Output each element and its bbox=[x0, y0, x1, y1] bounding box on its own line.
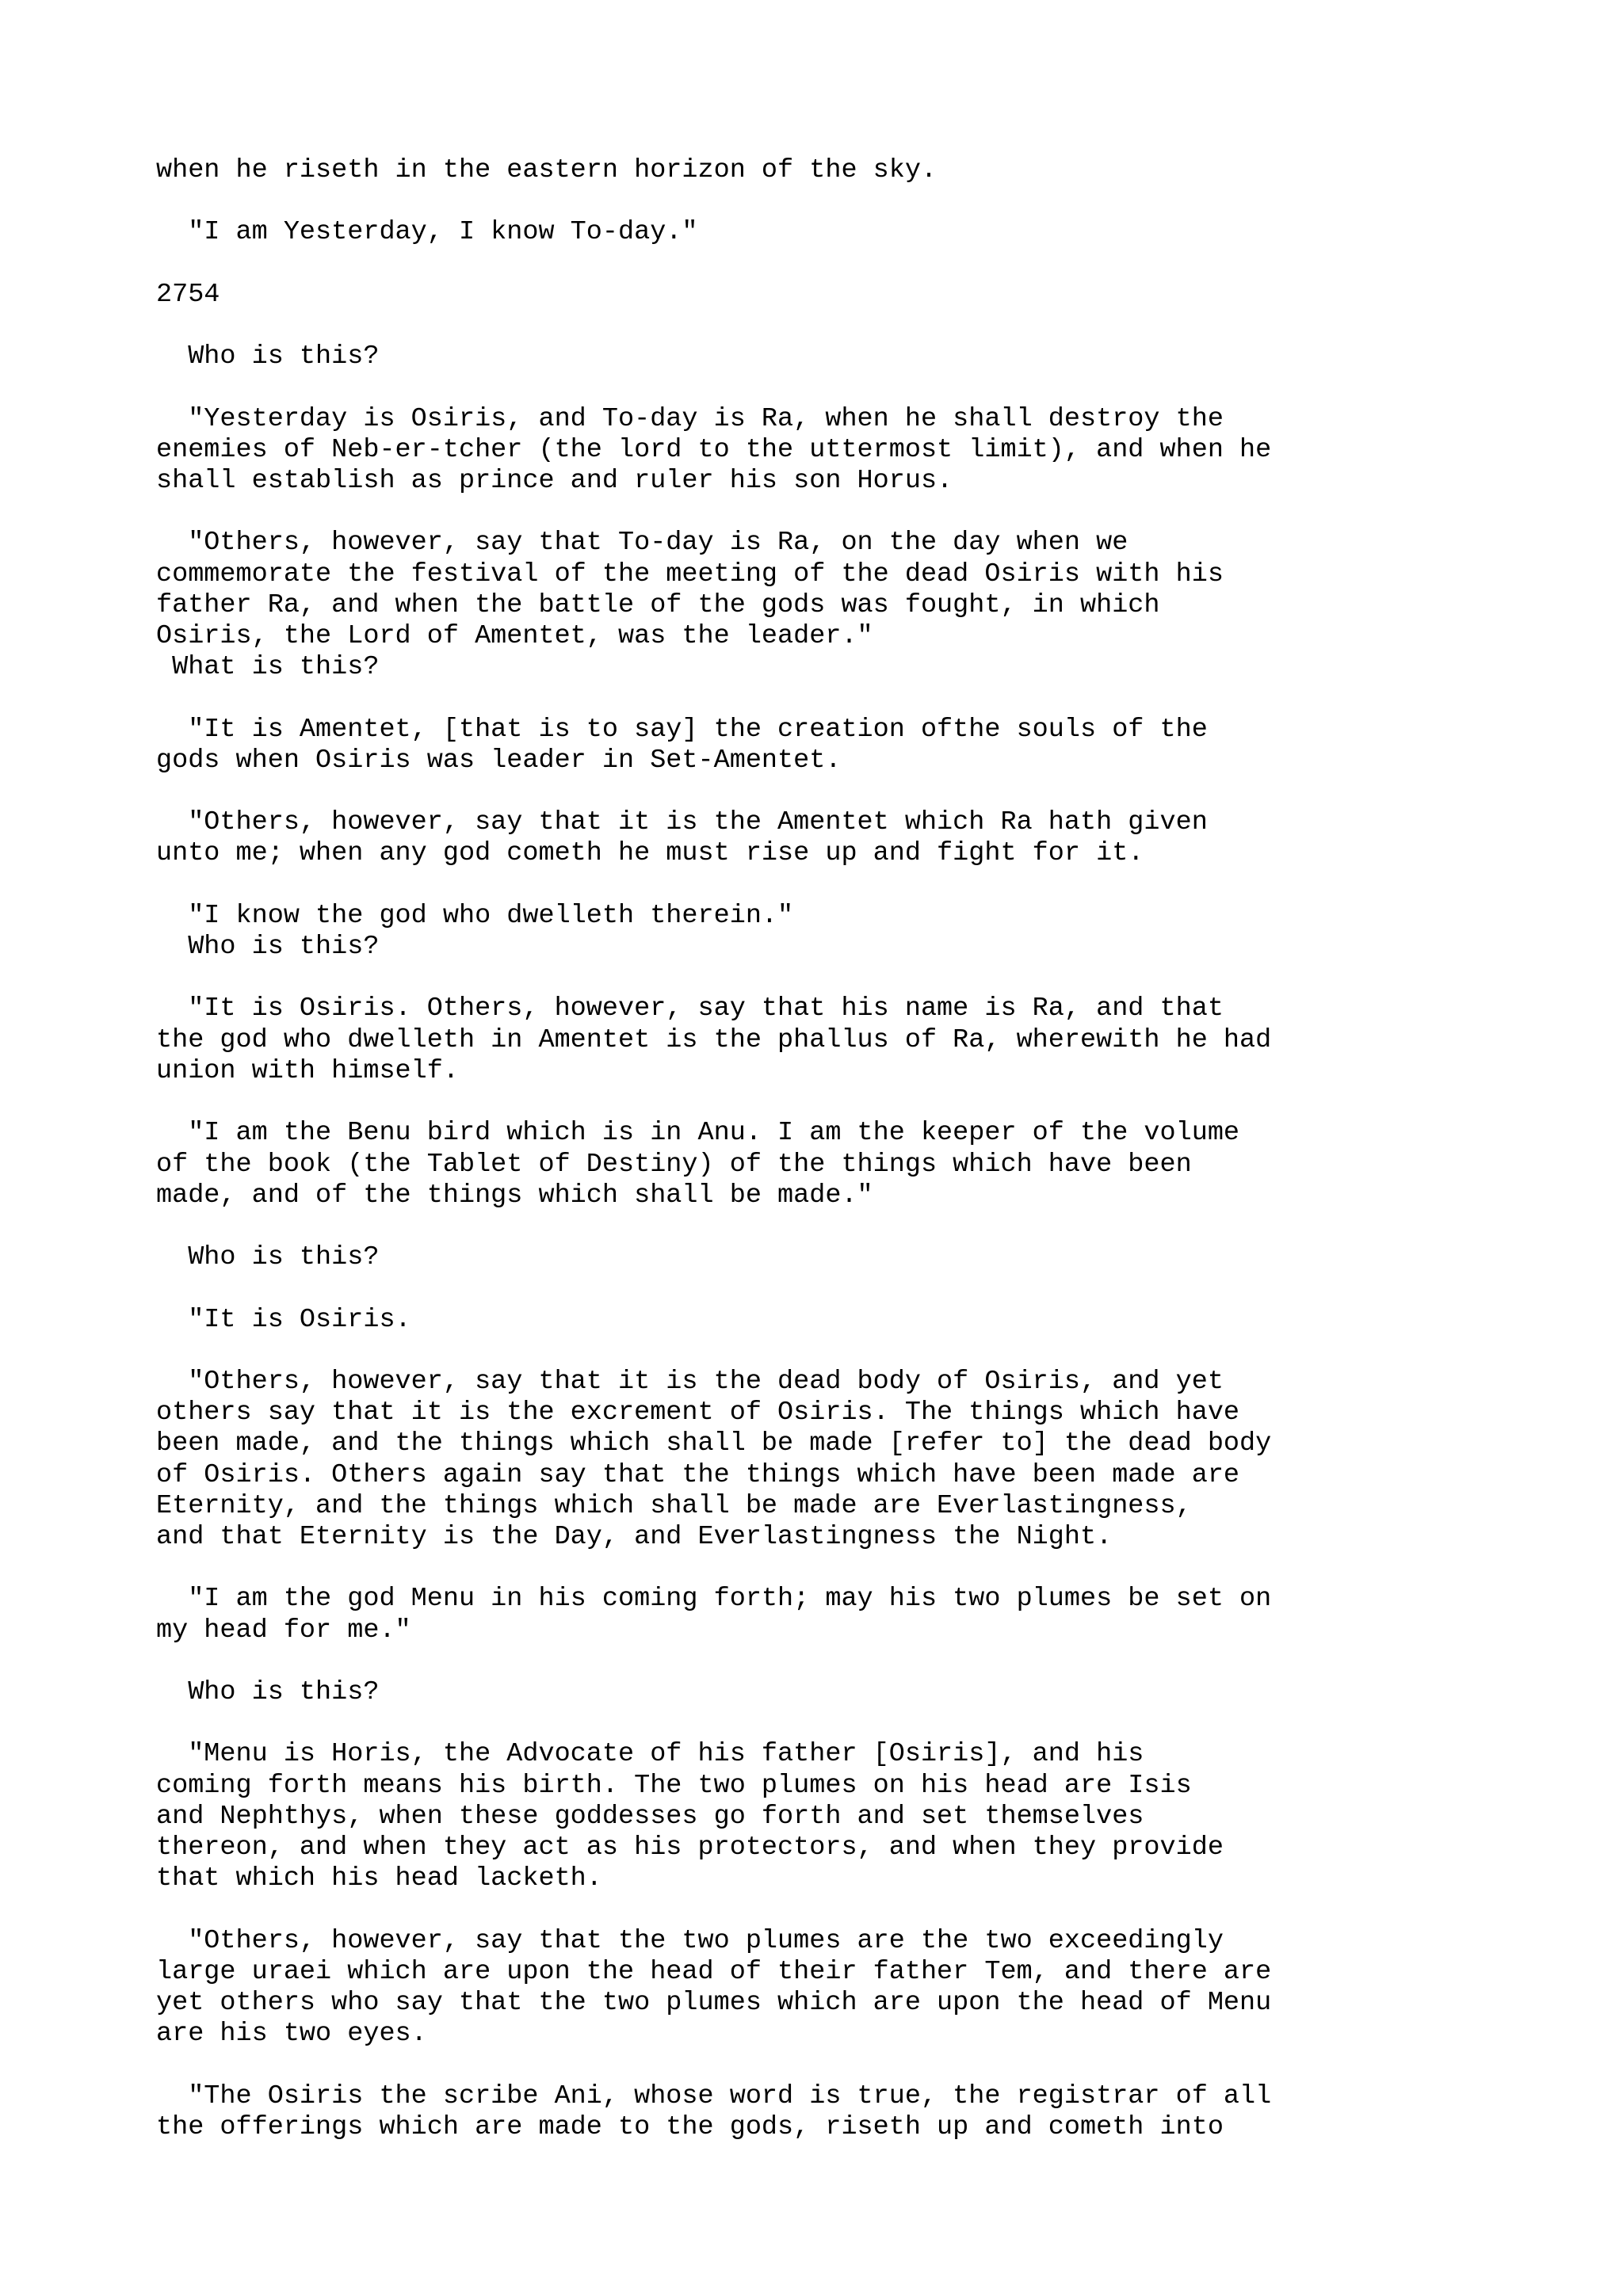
document-text: when he riseth in the eastern horizon of the sky. "I am Yesterday, I know To-day." 2754 Who is this? "Yesterday is Osiris, and To-day is Ra, when he shall destroy the enemies of Neb-er-tcher (the lord to the uttermost limit), and when he shall establish as prince and ruler his son Horus. "Others, however, say that To-day is Ra, on the day when we commemorate the festival of the meeting of the dead Osiris with his father Ra, and when the battle of the gods was fought, in which Osiris, the Lord of Amentet, was the leader." What is this? "It is Amentet, [that is to say] the creation ofthe souls of the gods when Osiris was leader in Set-Amentet. "Others, however, say that it is the Amentet which Ra hath given unto me; when any god cometh he must rise up and fight for it. "I know the god who dwelleth therein." Who is this? "It is Osiris. Others, however, say that his name is Ra, and that the god who dwelleth in Amentet is the phallus of Ra, wherewith he had union with himself. "I am the Benu bird which is in Anu. I am the keeper of the volume of the book (the Tablet of Destiny) of the things which have been made, and of the things which shall be made." Who is this? "It is Osiris. "Others, however, say that it is the dead body of Osiris, and yet others say that it is the excrement of Osiris. The things which have been made, and the things which shall be made [refer to] the dead body of Osiris. Others again say that the things which have been made are Eternity, and the things which shall be made are Everlastingness, and that Eternity is the Day, and Everlastingness the Night. "I am the god Menu in his coming forth; may his two plumes be set on my head for me." Who is this? "Menu is Horis, the Advocate of his father [Osiris], and his coming forth means his birth. The two plumes on his head are Isis and Nephthys, when these goddesses go forth and set themselves thereon, and when they act as his protectors, and when they provide that which his head lacketh. "Others, however, say that the two plumes are the two exceedingly large uraei which are upon the head of their father Tem, and there are yet others who say that the two plumes which are upon the head of Menu are his two eyes. "The Osiris the scribe Ani, whose word is true, the registrar of all the offerings which are made to the gods, riseth up and cometh into bbox=[156, 155, 1272, 2142]
